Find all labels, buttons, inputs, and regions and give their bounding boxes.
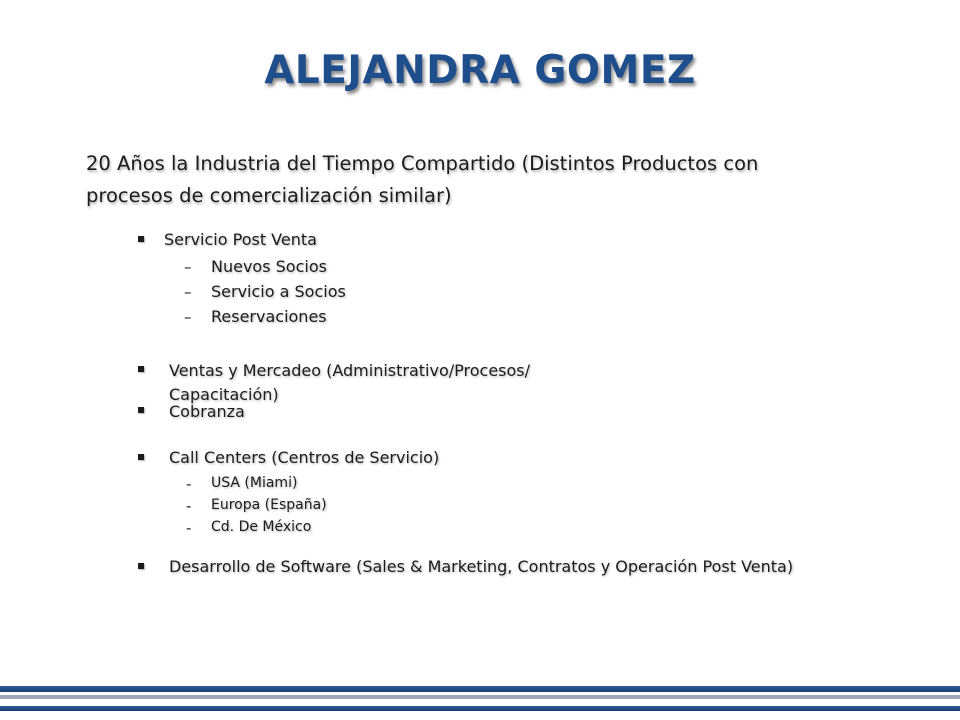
dash-bullet-icon: –: [184, 258, 192, 276]
dash-bullet-icon: -: [186, 519, 192, 537]
square-bullet-icon: [138, 236, 144, 242]
section-label-post-venta: Servicio Post Venta: [164, 230, 317, 249]
square-bullet-icon: [138, 563, 144, 569]
subitem-europa: Europa (España): [211, 497, 327, 513]
dash-bullet-icon: -: [186, 475, 192, 493]
subitem-nuevos-socios: Nuevos Socios: [211, 257, 327, 276]
footer-rule: [0, 706, 960, 711]
square-bullet-icon: [138, 407, 144, 413]
dash-bullet-icon: -: [186, 497, 192, 515]
section-label-cobranza: Cobranza: [169, 402, 245, 421]
square-bullet-icon: [138, 366, 144, 372]
dash-bullet-icon: –: [184, 283, 192, 301]
dash-bullet-icon: –: [184, 308, 192, 326]
subitem-usa: USA (Miami): [211, 475, 298, 491]
subitem-mexico: Cd. De México: [211, 519, 312, 535]
section-label-software: Desarrollo de Software (Sales & Marketing, Contratos y Operación Post Venta): [169, 557, 794, 576]
subitem-servicio-socios: Servicio a Socios: [211, 282, 346, 301]
section-label-ventas-cont: Capacitación): [169, 385, 279, 404]
subitem-reservaciones: Reservaciones: [211, 307, 327, 326]
section-label-ventas: Ventas y Mercadeo (Administrativo/Procesos/: [169, 361, 531, 380]
section-label-call-centers: Call Centers (Centros de Servicio): [169, 448, 440, 467]
slide-title: ALEJANDRA GOMEZ: [264, 48, 696, 93]
intro-text: 20 Años la Industria del Tiempo Compartido (Distintos Productos con procesos de comercialización similar): [86, 152, 759, 207]
square-bullet-icon: [138, 454, 144, 460]
footer-rule: [0, 695, 960, 699]
footer-rule: [0, 686, 960, 692]
